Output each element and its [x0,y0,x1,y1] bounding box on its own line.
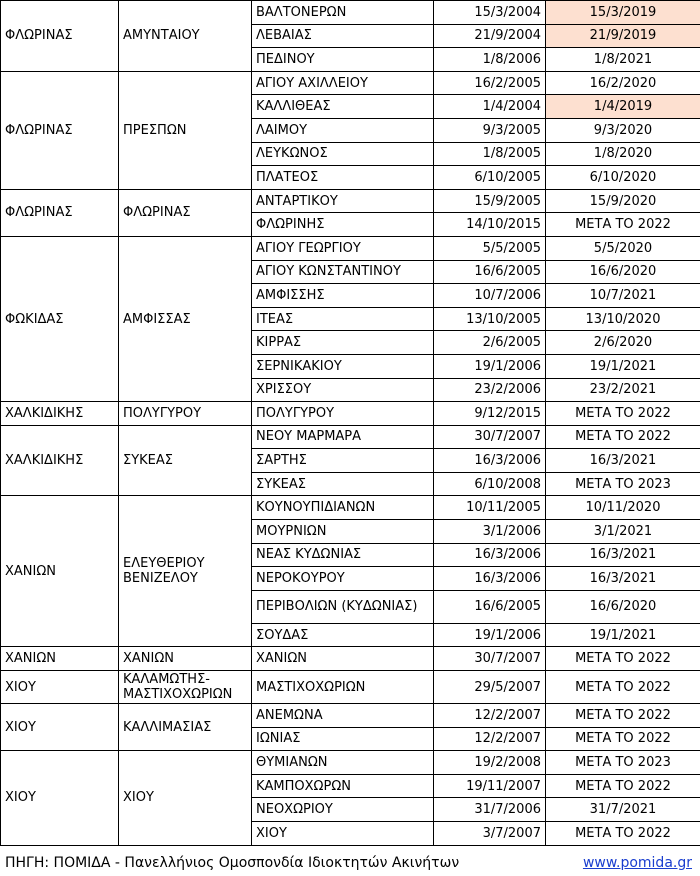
renewal-date-cell: 16/2/2020 [546,71,700,95]
renewal-date-cell: 1/8/2021 [546,48,700,72]
start-date-cell: 6/10/2008 [434,472,546,496]
ypothikofylakeio-cell: ΧΡΙΣΣΟΥ [252,378,434,402]
eirinodikeio-cell: ΧΑΝΙΩΝ [119,647,252,671]
ypothikofylakeio-cell: ΣΑΡΤΗΣ [252,449,434,473]
renewal-date-cell: 31/7/2021 [546,798,700,822]
start-date-cell: 12/2/2007 [434,704,546,728]
start-date-cell: 12/2/2007 [434,727,546,751]
renewal-date-cell: 6/10/2020 [546,166,700,190]
start-date-cell: 3/7/2007 [434,822,546,846]
ypothikofylakeio-cell: ΑΓΙΟΥ ΓΕΩΡΓΙΟΥ [252,236,434,260]
ypothikofylakeio-cell: ΝΕΡΟΚΟΥΡΟΥ [252,567,434,591]
ypothikofylakeio-cell: ΚΑΜΠΟΧΩΡΩΝ [252,774,434,798]
eirinodikeio-cell: ΕΛΕΥΘΕΡΙΟΥ ΒΕΝΙΖΕΛΟΥ [119,496,252,647]
start-date-cell: 21/9/2004 [434,24,546,48]
nomos-cell: ΧΑΛΚΙΔΙΚΗΣ [1,402,119,426]
renewal-date-cell: ΜΕΤΑ ΤΟ 2022 [546,647,700,671]
renewal-date-cell: 16/3/2021 [546,449,700,473]
ypothikofylakeio-cell: ΙΩΝΙΑΣ [252,727,434,751]
ypothikofylakeio-cell: ΣΕΡΝΙΚΑΚΙΟΥ [252,354,434,378]
start-date-cell: 5/5/2005 [434,236,546,260]
renewal-date-cell: 15/3/2019 [546,1,700,25]
start-date-cell: 16/3/2006 [434,567,546,591]
table-row [1,1,700,25]
eirinodikeio-cell: ΑΜΦΙΣΣΑΣ [119,236,252,401]
renewal-date-cell: 16/3/2021 [546,543,700,567]
renewal-date-cell: 2/6/2020 [546,331,700,355]
ypothikofylakeio-cell: ΛΕΒΑΙΑΣ [252,24,434,48]
eirinodikeio-cell: ΠΟΛΥΓΥΡΟΥ [119,402,252,426]
ypothikofylakeio-cell: ΧΑΝΙΩΝ [252,647,434,671]
start-date-cell: 23/2/2006 [434,378,546,402]
ypothikofylakeio-cell: ΜΑΣΤΙΧΟΧΩΡΙΩΝ [252,671,434,704]
start-date-cell: 2/6/2005 [434,331,546,355]
start-date-cell: 16/2/2005 [434,71,546,95]
renewal-date-cell: ΜΕΤΑ ΤΟ 2022 [546,727,700,751]
renewal-date-cell: 9/3/2020 [546,118,700,142]
ypothikofylakeio-cell: ΑΜΦΙΣΣΗΣ [252,284,434,308]
start-date-cell: 13/10/2005 [434,307,546,331]
source-text: ΠΗΓΗ: ΠΟΜΙΔΑ - Πανελλήνιος Ομοσπονδία Ιδιοκτητών Ακινήτων [5,855,460,871]
start-date-cell: 10/11/2005 [434,496,546,520]
renewal-date-cell: 5/5/2020 [546,236,700,260]
ypothikofylakeio-cell: ΝΕΟΥ ΜΑΡΜΑΡΑ [252,425,434,449]
nomos-cell: ΧΑΝΙΩΝ [1,647,119,671]
renewal-date-cell: 16/6/2020 [546,590,700,623]
table-row [1,671,700,704]
start-date-cell: 29/5/2007 [434,671,546,704]
renewal-date-cell: ΜΕΤΑ ΤΟ 2022 [546,671,700,704]
ypothikofylakeio-cell: ΑΝΕΜΩΝΑ [252,704,434,728]
start-date-cell: 19/1/2006 [434,354,546,378]
nomos-cell: ΧΙΟΥ [1,704,119,751]
table-row [1,71,700,95]
nomos-cell: ΧΙΟΥ [1,671,119,704]
start-date-cell: 16/3/2006 [434,543,546,567]
start-date-cell: 15/3/2004 [434,1,546,25]
renewal-date-cell: ΜΕΤΑ ΤΟ 2022 [546,774,700,798]
ypothikofylakeio-cell: ΛΑΙΜΟΥ [252,118,434,142]
ypothikofylakeio-cell: ΚΙΡΡΑΣ [252,331,434,355]
ypothikofylakeio-cell: ΠΛΑΤΕΟΣ [252,166,434,190]
start-date-cell: 19/1/2006 [434,623,546,647]
eirinodikeio-cell: ΚΑΛΑΜΩΤΗΣ-ΜΑΣΤΙΧΟΧΩΡΙΩΝ [119,671,252,704]
start-date-cell: 1/8/2005 [434,142,546,166]
ypothikofylakeio-cell: ΑΓΙΟΥ ΑΧΙΛΛΕΙΟΥ [252,71,434,95]
nomos-cell: ΧΑΛΚΙΔΙΚΗΣ [1,425,119,496]
nomos-cell: ΦΛΩΡΙΝΑΣ [1,189,119,236]
renewal-date-cell: 16/6/2020 [546,260,700,284]
ypothikofylakeio-cell: ΣΟΥΔΑΣ [252,623,434,647]
start-date-cell: 15/9/2005 [434,189,546,213]
renewal-date-cell: 1/4/2019 [546,95,700,119]
ypothikofylakeio-cell: ΑΝΤΑΡΤΙΚΟΥ [252,189,434,213]
table-body [1,1,700,846]
renewal-date-cell: 10/7/2021 [546,284,700,308]
start-date-cell: 1/4/2004 [434,95,546,119]
eirinodikeio-cell: ΑΜΥΝΤΑΙΟΥ [119,1,252,72]
start-date-cell: 19/2/2008 [434,751,546,775]
table-row [1,236,700,260]
start-date-cell: 10/7/2006 [434,284,546,308]
start-date-cell: 30/7/2007 [434,425,546,449]
table-row [1,402,700,426]
renewal-date-cell: 16/3/2021 [546,567,700,591]
renewal-date-cell: 19/1/2021 [546,354,700,378]
nomos-cell: ΦΛΩΡΙΝΑΣ [1,1,119,72]
start-date-cell: 14/10/2015 [434,213,546,237]
renewal-date-cell: 3/1/2021 [546,520,700,544]
start-date-cell: 30/7/2007 [434,647,546,671]
ypothikofylakeio-cell: ΝΕΟΧΩΡΙΟΥ [252,798,434,822]
renewal-date-cell: 13/10/2020 [546,307,700,331]
eirinodikeio-cell: ΚΑΛΛΙΜΑΣΙΑΣ [119,704,252,751]
renewal-date-cell: ΜΕΤΑ ΤΟ 2023 [546,472,700,496]
nomos-cell: ΧΑΝΙΩΝ [1,496,119,647]
ypothikofylakeio-cell: ΧΙΟΥ [252,822,434,846]
renewal-date-cell: 10/11/2020 [546,496,700,520]
renewal-date-cell: 21/9/2019 [546,24,700,48]
renewal-date-cell: ΜΕΤΑ ΤΟ 2023 [546,751,700,775]
ypothikofylakeio-cell: ΛΕΥΚΩΝΟΣ [252,142,434,166]
ypothikofylakeio-cell: ΣΥΚΕΑΣ [252,472,434,496]
nomos-cell: ΧΙΟΥ [1,751,119,845]
ypothikofylakeio-cell: ΦΛΩΡΙΝΗΣ [252,213,434,237]
renewal-date-cell: 15/9/2020 [546,189,700,213]
renewal-date-cell: ΜΕΤΑ ΤΟ 2022 [546,822,700,846]
start-date-cell: 16/3/2006 [434,449,546,473]
ypothikofylakeio-cell: ΚΑΛΛΙΘΕΑΣ [252,95,434,119]
table-row [1,647,700,671]
ypothikofylakeio-cell: ΠΕΔΙΝΟΥ [252,48,434,72]
start-date-cell: 3/1/2006 [434,520,546,544]
ypothikofylakeio-cell: ΠΕΡΙΒΟΛΙΩΝ (ΚΥΔΩΝΙΑΣ) [252,590,434,623]
start-date-cell: 6/10/2005 [434,166,546,190]
start-date-cell: 31/7/2006 [434,798,546,822]
renewal-date-cell: ΜΕΤΑ ΤΟ 2022 [546,213,700,237]
table-row [1,751,700,775]
renewal-date-cell: 19/1/2021 [546,623,700,647]
start-date-cell: 16/6/2005 [434,260,546,284]
ypothikofylakeio-cell: ΠΟΛΥΓΥΡΟΥ [252,402,434,426]
renewal-date-cell: 23/2/2021 [546,378,700,402]
ypothikofylakeio-cell: ΜΟΥΡΝΙΩΝ [252,520,434,544]
table-row [1,496,700,520]
renewal-date-cell: 1/8/2020 [546,142,700,166]
eirinodikeio-cell: ΣΥΚΕΑΣ [119,425,252,496]
ypothikofylakeio-cell: ΙΤΕΑΣ [252,307,434,331]
footer [0,851,700,876]
nomos-cell: ΦΩΚΙΔΑΣ [1,236,119,401]
eirinodikeio-cell: ΧΙΟΥ [119,751,252,845]
eirinodikeio-cell: ΠΡΕΣΠΩΝ [119,71,252,189]
renewal-date-cell: ΜΕΤΑ ΤΟ 2022 [546,704,700,728]
start-date-cell: 1/8/2006 [434,48,546,72]
start-date-cell: 9/3/2005 [434,118,546,142]
start-date-cell: 19/11/2007 [434,774,546,798]
table-row [1,189,700,213]
nomos-cell: ΦΛΩΡΙΝΑΣ [1,71,119,189]
pomida-link[interactable]: www.pomida.gr [582,855,692,871]
renewal-date-cell: ΜΕΤΑ ΤΟ 2022 [546,425,700,449]
ypothikofylakeio-cell: ΒΑΛΤΟΝΕΡΩΝ [252,1,434,25]
table-row [1,425,700,449]
ypothikofylakeio-cell: ΘΥΜΙΑΝΩΝ [252,751,434,775]
ypothikofylakeio-cell: ΝΕΑΣ ΚΥΔΩΝΙΑΣ [252,543,434,567]
ypothikofylakeio-cell: ΚΟΥΝΟΥΠΙΔΙΑΝΩΝ [252,496,434,520]
table-row [1,704,700,728]
start-date-cell: 16/6/2005 [434,590,546,623]
start-date-cell: 9/12/2015 [434,402,546,426]
ypothikofylakeio-cell: ΑΓΙΟΥ ΚΩΝΣΤΑΝΤΙΝΟΥ [252,260,434,284]
eirinodikeio-cell: ΦΛΩΡΙΝΑΣ [119,189,252,236]
renewal-date-cell: ΜΕΤΑ ΤΟ 2022 [546,402,700,426]
